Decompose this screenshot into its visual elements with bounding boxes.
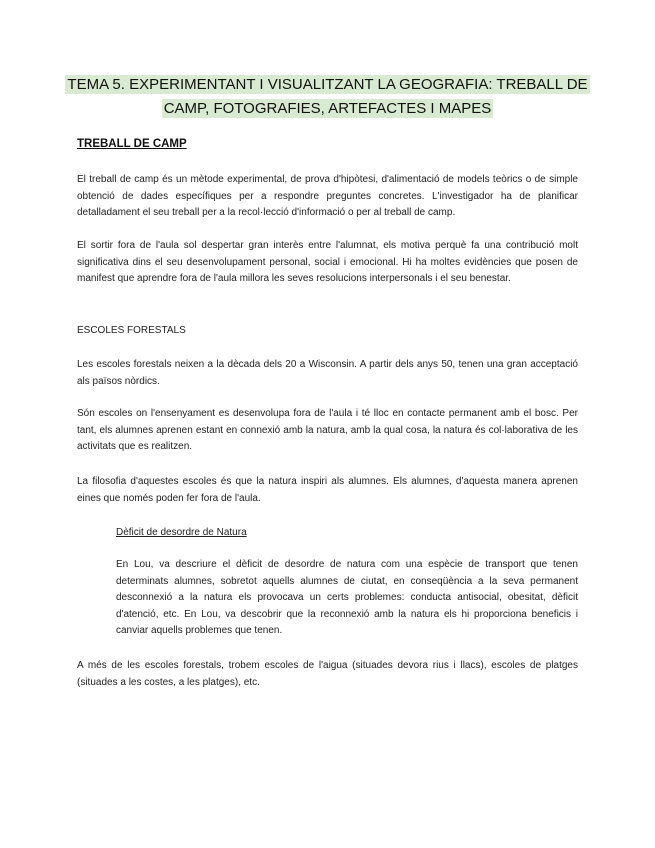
subheading-deficit-desordre-natura: Dèficit de desordre de Natura: [116, 527, 247, 538]
paragraph-deficit-description: En Lou, va descriure el dèficit de desordre de natura com una espècie de transport que tenen determinats alumnes, sobretot aquells alumnes de ciutat, en conseqüència a la seva permanent desconnexió a la natura els provocava un certs problemes: conducta antisocial, obesitat, dèficit d'atenció, etc. En Lou, va descobrir que la reconnexió amb la natura els hi proporciona beneficis i canviar aquells problemes que tenen.: [116, 559, 578, 636]
page-title: [60, 73, 595, 121]
section-heading-treball-de-camp: TREBALL DE CAMP: [77, 138, 187, 150]
subsection-label-escoles-forestals: ESCOLES FORESTALS: [77, 325, 186, 336]
paragraph-filosofia: La filosofia d'aquestes escoles és que la natura inspiri als alumnes. Els alumnes, d'aquesta manera aprenen eines que només poden fer fora de l'aula.: [77, 476, 578, 504]
paragraph-escoles-ensenyament: Són escoles on l'ensenyament es desenvolupa fora de l'aula i té lloc en contacte permanent amb el bosc. Per tant, els alumnes aprenen estant en connexió amb la natura, amb la qual cosa, la natura és col·laborativa de les activitats que es realitzen.: [77, 408, 578, 452]
paragraph-altres-escoles: A més de les escoles forestals, trobem escoles de l'aigua (situades devora rius i llacs), escoles de platges (situades a les costes, a les platges), etc.: [77, 660, 578, 688]
paragraph-escoles-forestals-origin: Les escoles forestals neixen a la dècada dels 20 a Wisconsin. A partir dels anys 50, tenen una gran acceptació als països nòrdics.: [77, 359, 578, 387]
title-line-1: TEMA 5. EXPERIMENTANT I VISUALITZANT LA GEOGRAFIA: TREBALL DE: [67, 76, 588, 93]
paragraph-treball-de-camp-definition: El treball de camp és un mètode experimental, de prova d'hipòtesi, d'alimentació de models teòrics o de simple obtenció de dades específiques per a respondre preguntes concretes. L'investigador ha de planificar detalladament el seu treball per a la recol·lecció d'informació o per al treball de camp.: [77, 174, 578, 218]
title-line-2: CAMP, FOTOGRAFIES, ARTEFACTES I MAPES: [163, 100, 492, 117]
paragraph-sortir-fora-aula: El sortir fora de l'aula sol despertar gran interès entre l'alumnat, els motiva perquè fa una contribució molt significativa dins el seu desenvolupament personal, social i emocional. Hi ha moltes evidències que posen de manifest que aprendre fora de l'aula millora les seves resolucions interpersonals i el seu benestar.: [77, 240, 578, 284]
